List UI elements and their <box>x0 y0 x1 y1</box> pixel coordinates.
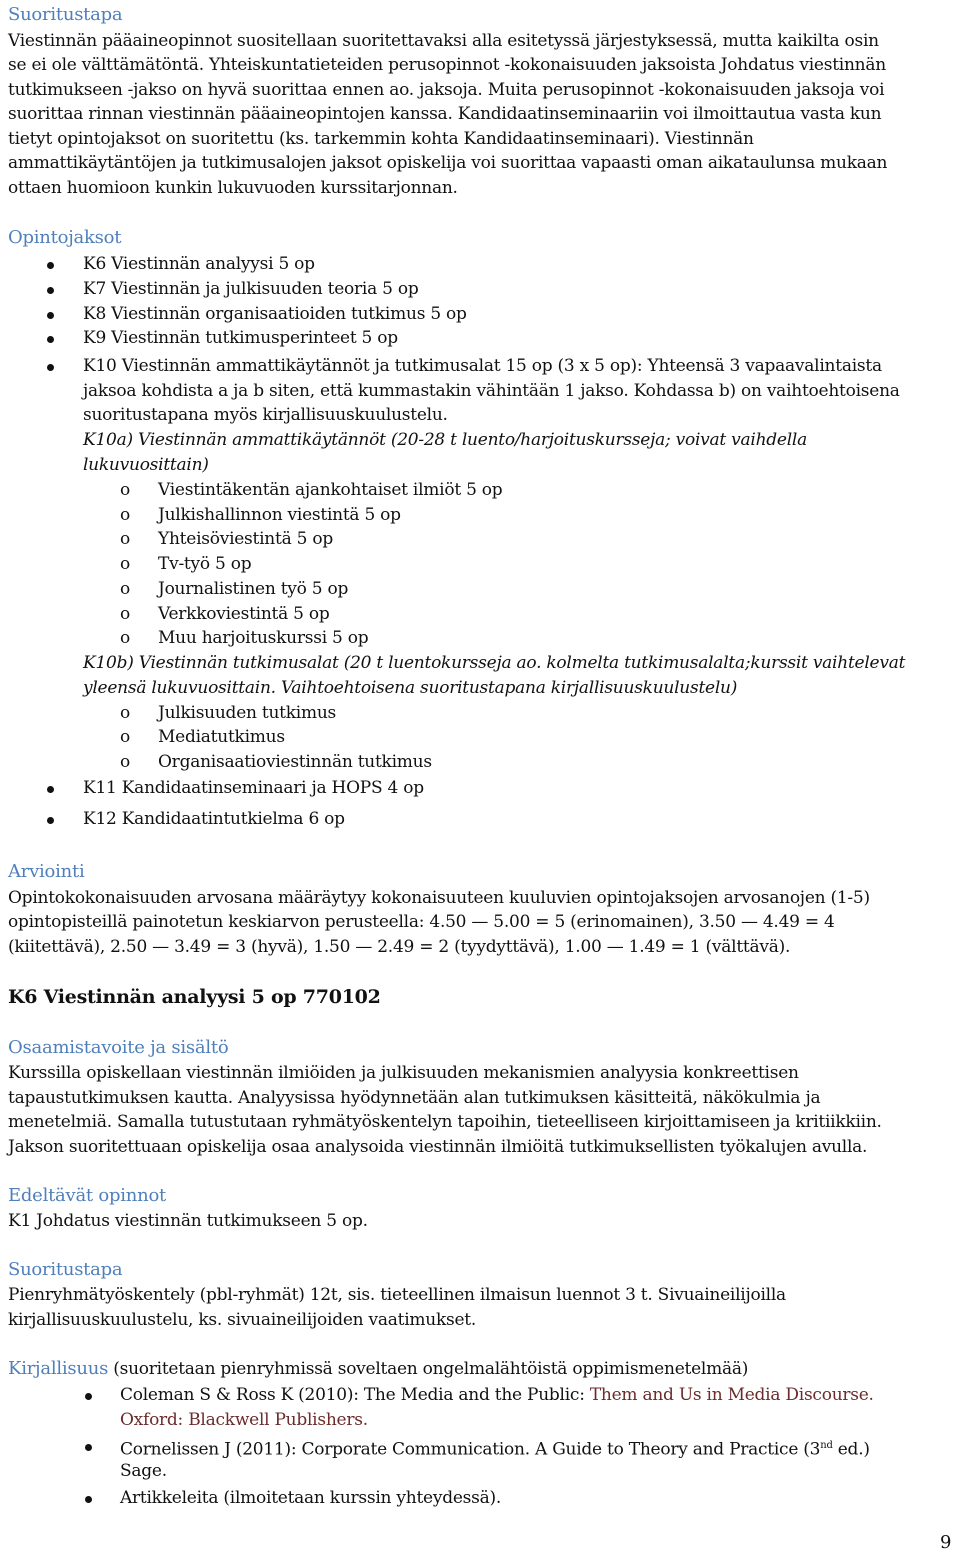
bullet-icon <box>85 1393 92 1400</box>
circle-bullet-icon: o <box>120 554 131 574</box>
subheading-k10a-cont: lukuvuosittain) <box>83 455 209 475</box>
bullet-icon <box>85 1496 92 1503</box>
literature-text: Cornelissen J (2011): Corporate Communication. A Guide to Theory and Practice (3 <box>120 1439 821 1460</box>
paragraph-line: (kiitettävä), 2.50 — 3.49 = 3 (hyvä), 1.50 — 2.49 = 2 (tyydyttävä), 1.00 — 1.49 = 1 (välttävä). <box>8 937 791 957</box>
superscript: nd <box>820 1440 833 1451</box>
list-item: K12 Kandidaatintutkielma 6 op <box>83 809 345 829</box>
circle-bullet-icon: o <box>120 727 131 747</box>
bullet-icon <box>47 336 54 343</box>
literature-text-end: ed.) <box>832 1439 870 1460</box>
circle-bullet-icon: o <box>120 529 131 549</box>
circle-bullet-icon: o <box>120 628 131 648</box>
literature-item: Artikkeleita (ilmoitetaan kurssin yhteydessä). <box>120 1488 502 1508</box>
subheading-k10b: K10b) Viestinnän tutkimusalat (20 t luentokursseja ao. kolmelta tutkimusalalta;kurssit vaihtelevat <box>83 653 906 673</box>
heading-opintojaksot: Opintojaksot <box>8 227 122 248</box>
literature-note: (suoritetaan pienryhmissä soveltaen ongelmalähtöistä oppimismenetelmää) <box>108 1359 749 1379</box>
heading-kirjallisuus: Kirjallisuus <box>8 1358 109 1379</box>
list-item-cont: suoritustapana myös kirjallisuuskuulustelu. <box>83 405 448 425</box>
paragraph-line: se ei ole välttämätöntä. Yhteiskuntatieteiden perusopinnot -kokonaisuuden jaksoista Johdatus viestinnän <box>8 55 886 75</box>
literature-heading-line <box>8 1359 748 1379</box>
paragraph-line: menetelmiä. Samalla tutustutaan ryhmätyöskentelyn tapoihin, tieteelliseen kirjoittamiseen ja kritiikkiin. <box>8 1112 882 1132</box>
paragraph-line: kirjallisuuskuulustelu, ks. sivuaineilijoiden vaatimukset. <box>8 1310 477 1330</box>
paragraph-line: tapaustutkimuksen kautta. Analyysissa hyödynnetään alan tutkimuksen käsitteitä, näkökulmia ja <box>8 1088 821 1108</box>
paragraph-line: ammattikäytäntöjen ja tutkimusalojen jaksot opiskelija voi suorittaa vapaasti oman aikataulunsa mukaan <box>8 153 888 173</box>
heading-osaamistavoite: Osaamistavoite ja sisältö <box>8 1037 229 1058</box>
circle-bullet-icon: o <box>120 752 131 772</box>
paragraph-line: Opintokokonaisuuden arvosana määräytyy kokonaisuuteen kuuluvien opintojaksojen arvosanojen (1-5) <box>8 888 870 908</box>
paragraph-line: tietyt opintojaksot on suoritettu (ks. tarkemmin kohta Kandidaatinseminaari). Viestinnän <box>8 129 754 149</box>
circle-bullet-icon: o <box>120 703 131 723</box>
paragraph-line: suorittaa rinnan viestinnän pääaineopintojen kanssa. Kandidaatinseminaariin voi ilmoittautua vasta kun <box>8 104 882 124</box>
sub-list-item: Mediatutkimus <box>158 727 285 747</box>
sub-list-item: Julkishallinnon viestintä 5 op <box>158 505 401 525</box>
circle-bullet-icon: o <box>120 505 131 525</box>
paragraph-line: opintopisteillä painotetun keskiarvon perusteella: 4.50 — 5.00 = 5 (erinomainen), 3.50 — 4.49 = 4 <box>8 912 835 932</box>
circle-bullet-icon: o <box>120 604 131 624</box>
paragraph-line: ottaen huomioon kunkin lukuvuoden kurssitarjonnan. <box>8 178 458 198</box>
paragraph-line: Viestinnän pääaineopinnot suositellaan suoritettavaksi alla esitetyssä järjestyksessä, mutta kaikilta osin <box>8 31 879 51</box>
sub-list-item: Tv-työ 5 op <box>158 554 252 574</box>
literature-item <box>120 1385 874 1405</box>
literature-publisher: Sage. <box>120 1461 167 1481</box>
literature-publisher: Oxford: Blackwell Publishers. <box>120 1410 368 1430</box>
heading-suoritustapa: Suoritustapa <box>8 4 123 25</box>
literature-subtitle: Them and Us in Media Discourse. <box>589 1385 874 1405</box>
sub-list-item: Muu harjoituskurssi 5 op <box>158 628 369 648</box>
bullet-icon <box>47 287 54 294</box>
list-item-cont: jaksoa kohdista a ja b siten, että kummastakin vähintään 1 jakso. Kohdassa b) on vaihtoehtoisena <box>83 381 900 401</box>
bullet-icon <box>47 817 54 824</box>
sub-list-item: Verkkoviestintä 5 op <box>158 604 330 624</box>
paragraph-line: Kurssilla opiskellaan viestinnän ilmiöiden ja julkisuuden mekanismien analyysia konkreettisen <box>8 1063 799 1083</box>
list-item: K11 Kandidaatinseminaari ja HOPS 4 op <box>83 778 424 798</box>
bullet-icon <box>85 1444 92 1451</box>
list-item: K8 Viestinnän organisaatioiden tutkimus 5 op <box>83 304 467 324</box>
bullet-icon <box>47 262 54 269</box>
sub-list-item: Viestintäkentän ajankohtaiset ilmiöt 5 op <box>158 480 503 500</box>
list-item: K9 Viestinnän tutkimusperinteet 5 op <box>83 328 398 348</box>
course-title: K6 Viestinnän analyysi 5 op 770102 <box>8 986 381 1008</box>
paragraph-line: K1 Johdatus viestinnän tutkimukseen 5 op. <box>8 1211 368 1231</box>
circle-bullet-icon: o <box>120 579 131 599</box>
list-item: K10 Viestinnän ammattikäytännöt ja tutkimusalat 15 op (3 x 5 op): Yhteensä 3 vapaavalintaista <box>83 356 882 376</box>
sub-list-item: Organisaatioviestinnän tutkimus <box>158 752 432 772</box>
bullet-icon <box>47 312 54 319</box>
literature-author-title: Coleman S & Ross K (2010): The Media and the Public: <box>120 1385 590 1405</box>
sub-list-item: Yhteisöviestintä 5 op <box>158 529 333 549</box>
heading-suoritustapa-course: Suoritustapa <box>8 1259 123 1280</box>
paragraph-line: Jakson suoritettuaan opiskelija osaa analysoida viestinnän ilmiöitä tutkimuksellisten työkalujen avulla. <box>8 1137 868 1157</box>
heading-arviointi: Arviointi <box>8 861 85 882</box>
paragraph-line: Pienryhmätyöskentely (pbl-ryhmät) 12t, sis. tieteellinen ilmaisun luennot 3 t. Sivuaineilijoilla <box>8 1285 786 1305</box>
bullet-icon <box>47 786 54 793</box>
sub-list-item: Julkisuuden tutkimus <box>158 703 336 723</box>
heading-edeltavat-opinnot: Edeltävät opinnot <box>8 1185 167 1206</box>
subheading-k10a: K10a) Viestinnän ammattikäytännöt (20-28 t luento/harjoituskursseja; voivat vaihdella <box>83 430 807 450</box>
sub-list-item: Journalistinen työ 5 op <box>158 579 349 599</box>
bullet-icon <box>47 364 54 371</box>
paragraph-line: tutkimukseen -jakso on hyvä suorittaa ennen ao. jaksoja. Muita perusopinnot -kokonaisuuden jaksoja voi <box>8 80 885 100</box>
list-item: K7 Viestinnän ja julkisuuden teoria 5 op <box>83 279 419 299</box>
literature-item <box>120 1436 870 1460</box>
list-item: K6 Viestinnän analyysi 5 op <box>83 254 315 274</box>
circle-bullet-icon: o <box>120 480 131 500</box>
page-number: 9 <box>940 1532 952 1553</box>
subheading-k10b-cont: yleensä lukuvuosittain. Vaihtoehtoisena suoritustapana kirjallisuuskuulustelu) <box>83 678 738 698</box>
